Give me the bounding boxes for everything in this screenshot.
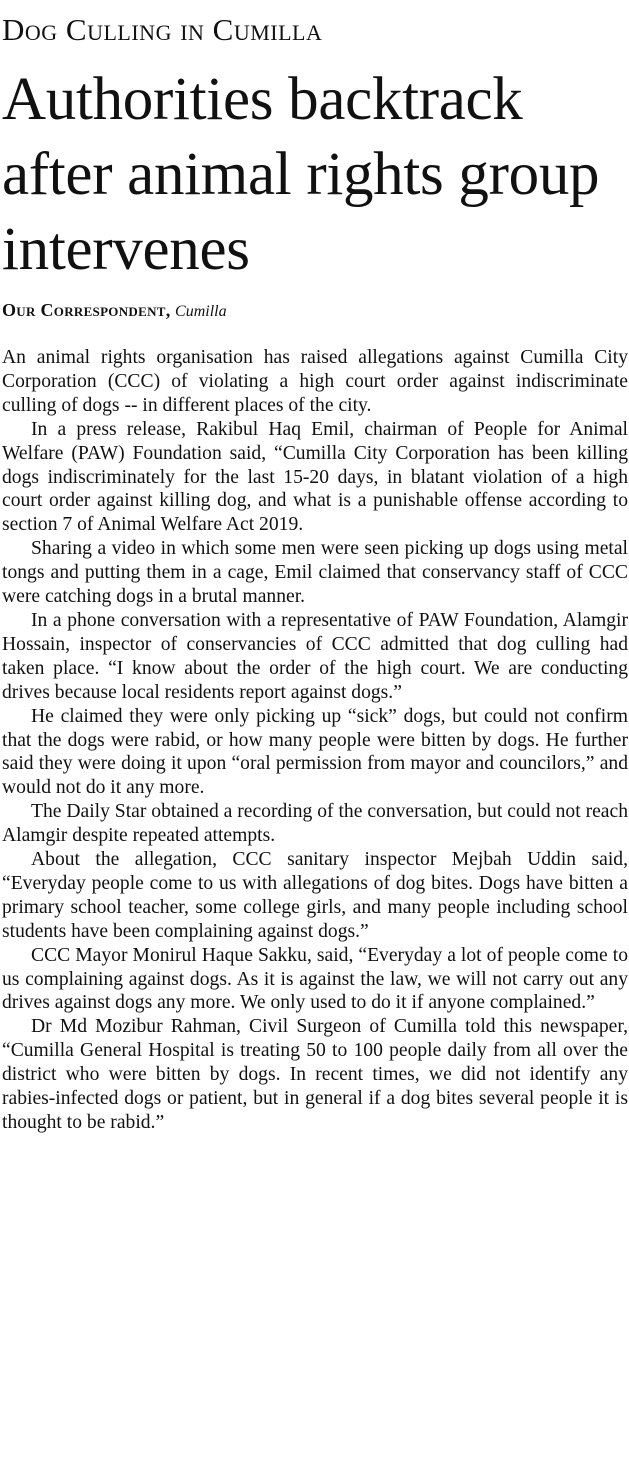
article-paragraph: CCC Mayor Monirul Haque Sakku, said, “Everyday a lot of people come to us complaining against dogs. As it is against the law, we will not carry out any drives against dogs any more. We only used to do it if anyone complained.” — [2, 944, 628, 1014]
article-paragraph: Sharing a video in which some men were seen picking up dogs using metal tongs and putting them in a cage, Emil claimed that conservancy staff of CCC were catching dogs in a brutal manner. — [2, 538, 628, 608]
byline-location: Cumilla — [175, 303, 227, 320]
byline — [2, 298, 227, 324]
article-paragraph: The Daily Star obtained a recording of the conversation, but could not reach Alamgir despite repeated attempts. — [2, 801, 628, 847]
section-kicker: Dog Culling in Cumilla — [2, 12, 323, 47]
article-paragraph: About the allegation, CCC sanitary inspector Mejbah Uddin said, “Everyday people come to us with allegations of dog bites. Dogs have bitten a primary school teacher, some college girls, and many people including school students have been complaining against dogs.” — [2, 849, 628, 942]
headline: Authorities backtrack after animal rights group intervenes — [2, 66, 600, 283]
article-paragraph: Dr Md Mozibur Rahman, Civil Surgeon of Cumilla told this newspaper, “Cumilla General Hospital is treating 50 to 100 people daily from all over the district who were bitten by dogs. In recent times, we did not identify any rabies-infected dogs or patient, but in general if a dog bites several people it is thought to be rabid.” — [2, 1016, 628, 1133]
byline-author: Our Correspondent, — [2, 300, 171, 320]
article-paragraph: An animal rights organisation has raised allegations against Cumilla City Corporation (CCC) of violating a high court order against indiscriminate culling of dogs -- in different places of the city. — [2, 347, 628, 416]
article-paragraph: In a press release, Rakibul Haq Emil, chairman of People for Animal Welfare (PAW) Foundation said, “Cumilla City Corporation has been killing dogs indiscriminately for the last 15-20 days, in blatant violation of a high court order against killing dog, and what is a punishable offense according to section 7 of Animal Welfare Act 2019. — [2, 418, 628, 536]
article-body — [2, 346, 628, 1135]
article-paragraph: In a phone conversation with a representative of PAW Foundation, Alamgir Hossain, inspector of conservancies of CCC admitted that dog culling had taken place. “I know about the order of the high court. We are conducting drives because local residents report against dogs.” — [2, 609, 628, 703]
article-paragraph: He claimed they were only picking up “sick” dogs, but could not confirm that the dogs were rabid, or how many people were bitten by dogs. He further said they were doing it upon “oral permission from mayor and councilors,” and would not do it any more. — [2, 705, 628, 799]
